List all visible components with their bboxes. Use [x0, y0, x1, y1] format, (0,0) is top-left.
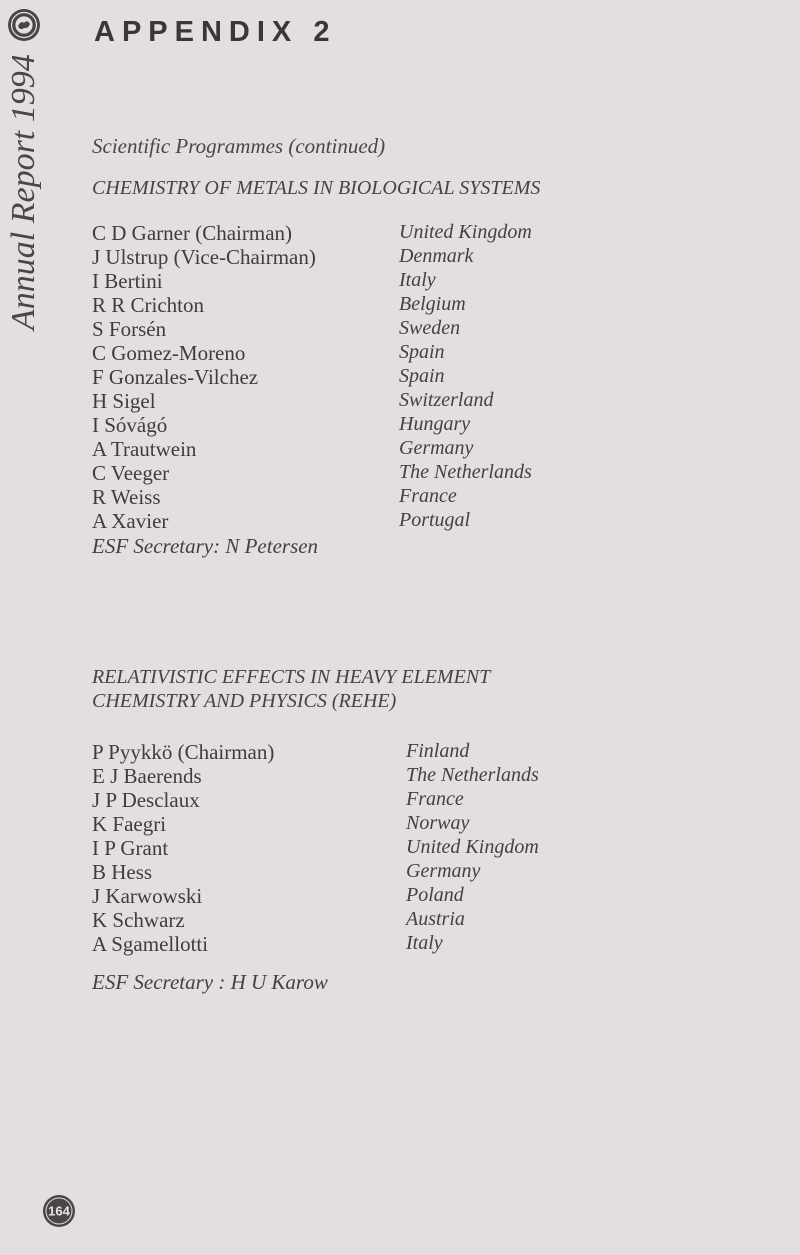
member-row	[92, 221, 792, 245]
page-number-badge	[42, 1194, 76, 1228]
secretary-rehe: ESF Secretary : H U Karow	[92, 970, 328, 994]
member-name: C Gomez-Moreno	[92, 341, 246, 365]
sidebar	[0, 0, 80, 1255]
member-name: J Ulstrup (Vice-Chairman)	[92, 245, 316, 269]
member-name: K Schwarz	[92, 908, 185, 932]
member-name: R R Crichton	[92, 293, 205, 317]
member-country: Finland	[406, 740, 470, 762]
member-name: J P Desclaux	[92, 788, 200, 812]
member-country: Austria	[406, 908, 465, 930]
appendix-heading: APPENDIX 2	[94, 16, 337, 48]
member-country: Poland	[406, 884, 464, 906]
member-row	[92, 365, 792, 389]
svg-text:Annual Report 1994: Annual Report 1994	[5, 54, 42, 330]
annual-report-side-title	[0, 0, 52, 340]
member-row	[92, 884, 792, 908]
member-country: Germany	[399, 437, 474, 459]
member-name: P Pyykkö (Chairman)	[92, 740, 275, 764]
member-row	[92, 812, 792, 836]
member-row	[92, 836, 792, 860]
member-country: Switzerland	[399, 389, 494, 411]
member-row	[92, 509, 792, 533]
member-name: E J Baerends	[92, 764, 202, 788]
member-row	[92, 389, 792, 413]
section-title-rehe-line2: CHEMISTRY AND PHYSICS (REHE)	[92, 690, 397, 712]
member-country: Belgium	[399, 293, 466, 315]
member-country: Italy	[406, 932, 443, 954]
page-number: 164	[48, 1203, 70, 1219]
member-country: Hungary	[399, 413, 471, 435]
member-name: C D Garner (Chairman)	[92, 221, 293, 245]
section-title-rehe-line1: RELATIVISTIC EFFECTS IN HEAVY ELEMENT	[92, 666, 491, 688]
member-name: C Veeger	[92, 461, 170, 485]
member-row	[92, 269, 792, 293]
member-country: The Netherlands	[406, 764, 539, 786]
member-row	[92, 461, 792, 485]
member-name: I Sóvágó	[92, 413, 168, 437]
member-name: H Sigel	[92, 389, 156, 413]
member-row	[92, 932, 792, 956]
member-list-rehe	[92, 740, 792, 956]
member-name: B Hess	[92, 860, 153, 884]
member-country: Germany	[406, 860, 481, 882]
member-name: J Karwowski	[92, 884, 203, 908]
member-row	[92, 413, 792, 437]
member-name: S Forsén	[92, 317, 167, 341]
member-name: A Xavier	[92, 509, 169, 533]
member-row	[92, 764, 792, 788]
member-country: Spain	[399, 365, 445, 387]
member-name: R Weiss	[92, 485, 161, 509]
page-subtitle: Scientific Programmes (continued)	[92, 134, 386, 158]
member-row	[92, 908, 792, 932]
member-list-metals	[92, 221, 792, 533]
section-title-metals: CHEMISTRY OF METALS IN BIOLOGICAL SYSTEMS	[92, 177, 541, 199]
member-row	[92, 860, 792, 884]
member-country: Denmark	[399, 245, 474, 267]
member-row	[92, 485, 792, 509]
member-row	[92, 317, 792, 341]
member-row	[92, 341, 792, 365]
member-name: I Bertini	[92, 269, 163, 293]
member-name: A Sgamellotti	[92, 932, 209, 956]
member-country: Portugal	[399, 509, 471, 531]
member-row	[92, 293, 792, 317]
member-name: F Gonzales-Vilchez	[92, 365, 259, 389]
member-name: K Faegri	[92, 812, 167, 836]
secretary-metals: ESF Secretary: N Petersen	[92, 534, 319, 558]
member-country: France	[406, 788, 464, 810]
member-country: France	[399, 485, 457, 507]
member-country: United Kingdom	[406, 836, 539, 858]
member-country: Spain	[399, 341, 445, 363]
member-country: Sweden	[399, 317, 461, 339]
member-name: A Trautwein	[92, 437, 197, 461]
member-row	[92, 740, 792, 764]
member-row	[92, 245, 792, 269]
member-country: Italy	[399, 269, 436, 291]
member-country: United Kingdom	[399, 221, 532, 243]
member-country: Norway	[406, 812, 470, 834]
member-row	[92, 437, 792, 461]
member-row	[92, 788, 792, 812]
member-name: I P Grant	[92, 836, 169, 860]
member-country: The Netherlands	[399, 461, 532, 483]
